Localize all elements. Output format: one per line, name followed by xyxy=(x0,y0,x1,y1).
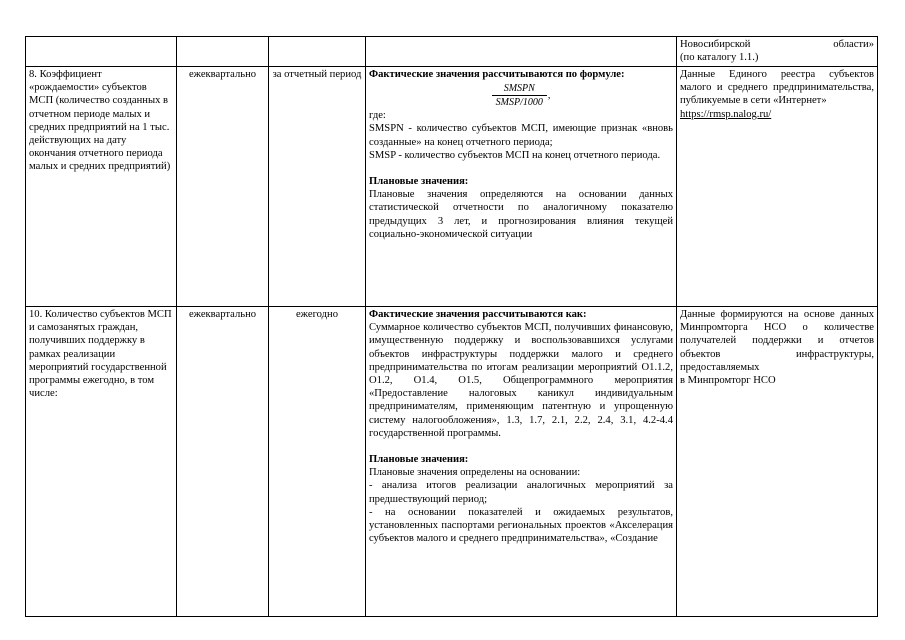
where-text: где: xyxy=(369,110,386,122)
source-text: Данные Единого реестра субъектов малого и среднего предпринимательства, публикуемые в сети «Интернет» xyxy=(680,69,874,107)
indicators-table xyxy=(25,36,878,617)
formula-fraction xyxy=(492,83,547,108)
frequency-cell xyxy=(177,37,269,67)
source-text: Новосибирской области» xyxy=(680,39,874,50)
planned-item-1: - анализа итогов реализации аналогичных мероприятий за предшествующий период; xyxy=(369,480,673,505)
source-catalog: (по каталогу 1.1.) xyxy=(680,52,759,64)
table-row-continued xyxy=(26,37,878,67)
formula-tail: , xyxy=(547,90,551,102)
planned-heading: Плановые значения: xyxy=(369,176,469,188)
source-cell xyxy=(677,37,878,67)
planned-text: Плановые значения определяются на основании данных статистической отчетности по аналогичному показателю предыдущих 3 лет, и прогнозирования влияния текущей социально-экономической ситуации xyxy=(369,189,673,240)
frequency-text: ежеквартально xyxy=(188,309,257,320)
actual-text: Суммарное количество субъектов МСП, получивших финансовую, имущественную поддержку и воспользовавшихся услугами объектов инфраструктуры поддержки малого и среднего предпринимательства по итогам реализации мероприятий О1.1.2, О1.2, О1.4, О1.5, Общепрограммного мероприятия «Предоставление налоговых каникул индивидуальным предпринимателям, применяющим патентную и упрощенную систему налогообложения», 1.3, 1.7, 2.1, 2.2, 2.4, 3.1, 4.2-4.4 государственной программы. xyxy=(369,322,673,439)
period-cell xyxy=(269,307,366,617)
actual-heading: Фактические значения рассчитываются как: xyxy=(369,309,587,320)
source-text-2: в Минпромторг НСО xyxy=(680,375,776,387)
table-row-8 xyxy=(26,67,878,307)
definition-2: SMSP - количество субъектов МСП на конец отчетного периода. xyxy=(369,149,661,161)
indicator-cell xyxy=(26,37,177,67)
formula-numerator: SMSPN xyxy=(503,83,535,95)
method-cell xyxy=(366,37,677,67)
method-cell xyxy=(366,307,677,617)
indicator-text: 8. Коэффициент «рождаемости» субъектов МСП (количество созданных в отчетном периоде малых и средних предприятий на 1 тыс. действующих на дату окончания отчетного периода малых и средних предприятий) xyxy=(29,69,171,173)
indicator-text: 10. Количество субъектов МСП и самозанятых граждан, получивших поддержку в рамках реализации мероприятий государственной программы ежегодно, в том числе: xyxy=(29,309,172,400)
frequency-text: ежеквартально xyxy=(188,69,257,80)
indicator-cell xyxy=(26,307,177,617)
table-row-10 xyxy=(26,307,878,617)
definition-1: SMSPN - количество субъектов МСП, имеющие признак «вновь созданные» на конец отчетного периода; xyxy=(369,123,673,148)
source-link[interactable]: https://rmsp.nalog.ru/ xyxy=(680,108,772,120)
formula xyxy=(369,83,673,108)
actual-heading: Фактические значения рассчитываются по формуле: xyxy=(369,69,625,80)
period-text: ежегодно xyxy=(295,309,338,320)
period-cell xyxy=(269,37,366,67)
planned-heading: Плановые значения: xyxy=(369,454,469,466)
formula-denominator: SMSP/1000 xyxy=(492,95,547,108)
frequency-cell xyxy=(177,307,269,617)
source-cell xyxy=(677,67,878,307)
period-cell xyxy=(269,67,366,307)
planned-item-2: - на основании показателей и ожидаемых результатов, установленных паспортами региональных проектов «Акселерация субъектов малого и среднего предпринимательства», «Создание xyxy=(369,506,673,545)
planned-intro: Плановые значения определены на основании: xyxy=(369,467,581,479)
method-cell xyxy=(366,67,677,307)
period-text: за отчетный период xyxy=(272,69,362,80)
source-text: Данные формируются на основе данных Минпромторга НСО о количестве получателей поддержки и отчетов объектов инфраструктуры, предоставляемых xyxy=(680,309,874,373)
frequency-cell xyxy=(177,67,269,307)
indicator-cell xyxy=(26,67,177,307)
source-cell xyxy=(677,307,878,617)
